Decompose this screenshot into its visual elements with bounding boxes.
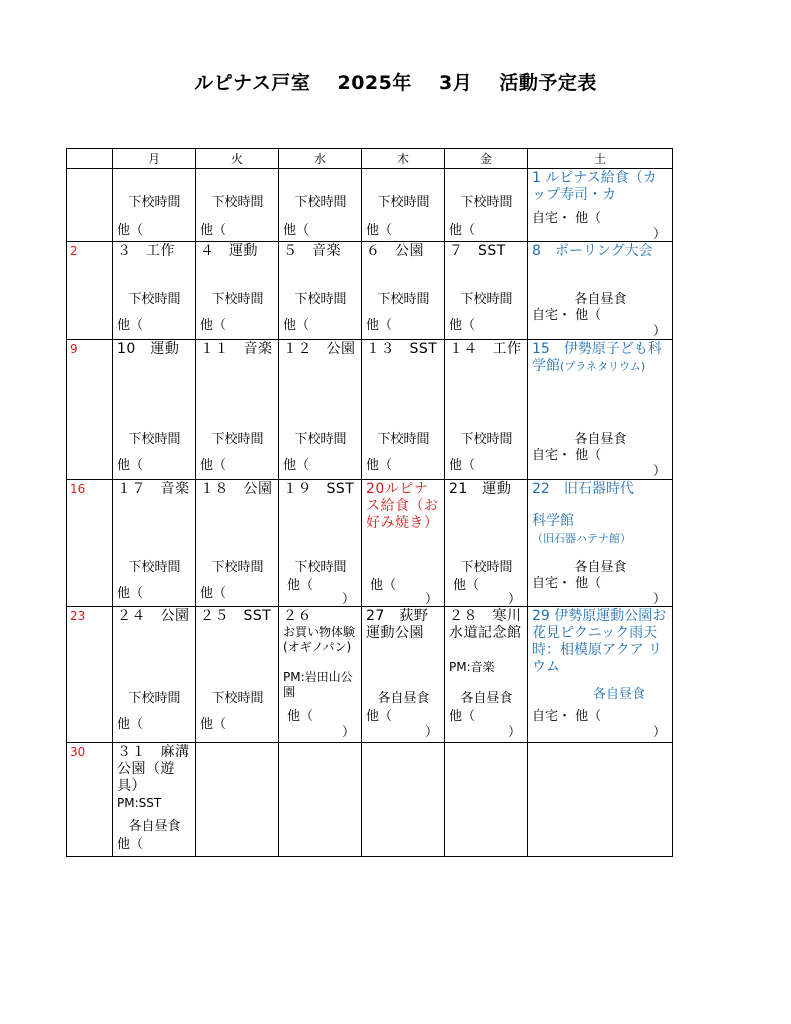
gekou-label: 下校時間 xyxy=(128,195,181,210)
event-title: ２４ 公園 xyxy=(117,608,190,624)
day-cell-sat xyxy=(528,607,673,743)
other-label: 他（ xyxy=(449,223,476,238)
week-row-4 xyxy=(67,480,673,607)
day-cell xyxy=(445,607,528,743)
gekou-label: 下校時間 xyxy=(128,560,181,575)
close-paren: ） xyxy=(424,725,438,740)
gekou-label: 下校時間 xyxy=(377,432,430,447)
day-cell xyxy=(279,242,362,340)
week-row-5 xyxy=(67,607,673,743)
jitaku-label: 自宅・ 他（ xyxy=(532,308,602,323)
event-title-text: 15 伊勢原子ども科学館 xyxy=(532,341,662,374)
event-title-text: 科学館 xyxy=(532,513,574,529)
gekou-label: 下校時間 xyxy=(460,195,513,210)
gekou-label: 下校時間 xyxy=(128,691,181,706)
day-cell xyxy=(196,242,279,340)
event-title: １２ 公園 xyxy=(283,341,356,357)
day-cell xyxy=(196,743,279,857)
event-title xyxy=(528,340,672,375)
day-cell-sun xyxy=(67,607,113,743)
event-title: ３１ 麻溝公園（遊具） xyxy=(117,744,190,794)
lunch-label: 各自昼食 xyxy=(574,560,627,575)
day-cell xyxy=(279,607,362,743)
lunch-label: 各自昼食 xyxy=(128,819,181,834)
title-year: 2025年 xyxy=(337,72,412,94)
event-title: １１ 音楽 xyxy=(200,341,273,357)
day-cell xyxy=(113,607,196,743)
lunch-label: 各自昼食 xyxy=(460,691,513,706)
event-pm: PM:SST xyxy=(117,796,162,810)
day-cell xyxy=(279,743,362,857)
close-paren: ） xyxy=(652,725,666,740)
event-title: 1 ルピナス給食（カップ寿司・カ xyxy=(532,170,657,203)
weekday-tue: 火 xyxy=(196,149,279,169)
event-title: ５ 音楽 xyxy=(283,243,341,259)
close-paren: ） xyxy=(341,592,355,607)
day-cell-sat xyxy=(528,743,673,857)
day-cell xyxy=(445,743,528,857)
close-paren: ） xyxy=(652,227,666,242)
event-title: 21 運動 xyxy=(449,481,512,497)
jitaku-label: 自宅・ 他（ xyxy=(532,709,602,724)
other-label: 他（ xyxy=(200,586,227,601)
other-label: 他（ xyxy=(117,837,144,852)
other-label: 他（ xyxy=(117,318,144,333)
weekday-header-row xyxy=(67,149,673,169)
other-label: 他（ xyxy=(366,318,393,333)
day-cell xyxy=(362,169,445,242)
day-cell xyxy=(113,480,196,607)
date-number: 2 xyxy=(70,244,78,258)
weekday-sat: 土 xyxy=(528,149,673,169)
day-cell xyxy=(445,340,528,480)
other-label: 他（ xyxy=(449,709,476,724)
close-paren: ） xyxy=(341,725,355,740)
day-cell xyxy=(362,480,445,607)
day-cell xyxy=(113,169,196,242)
event-title: ２６ xyxy=(283,608,312,624)
other-label: 他（ xyxy=(283,318,310,333)
other-label: 他（ xyxy=(366,223,393,238)
close-paren: ） xyxy=(652,592,666,607)
close-paren: ） xyxy=(424,592,438,607)
jitaku-label: 自宅・ 他（ xyxy=(532,448,602,463)
event-pm: PM:岩田山公園 xyxy=(283,670,353,699)
day-cell xyxy=(362,743,445,857)
other-label: 他（ xyxy=(287,578,314,593)
title-month: 3月 xyxy=(439,72,473,94)
schedule-table xyxy=(66,148,673,857)
event-title: ７ SST xyxy=(449,243,506,259)
day-cell xyxy=(445,242,528,340)
title-label: 活動予定表 xyxy=(499,72,597,94)
event-title: ３ 工作 xyxy=(117,243,175,259)
event-title: １８ 公園 xyxy=(200,481,273,497)
weekday-sun xyxy=(67,149,113,169)
day-cell xyxy=(196,169,279,242)
other-label: 他（ xyxy=(117,458,144,473)
other-label: 他（ xyxy=(366,458,393,473)
gekou-label: 下校時間 xyxy=(211,560,264,575)
gekou-label: 下校時間 xyxy=(211,292,264,307)
jitaku-label: 自宅・ 他（ xyxy=(532,576,602,591)
day-cell xyxy=(67,169,113,242)
event-pm: PM:音楽 xyxy=(449,660,495,674)
event-detail: お買い物体験(オギノパン) xyxy=(283,625,356,654)
event-title: ２８ 寒川水道記念館 xyxy=(449,608,522,641)
day-cell-sun xyxy=(67,242,113,340)
lunch-label: 各自昼食 xyxy=(574,432,627,447)
other-label: 他（ xyxy=(200,458,227,473)
other-label: 他（ xyxy=(449,458,476,473)
other-label: 他（ xyxy=(200,318,227,333)
gekou-label: 下校時間 xyxy=(460,432,513,447)
gekou-label: 下校時間 xyxy=(294,195,347,210)
gekou-label: 下校時間 xyxy=(211,432,264,447)
other-label: 他（ xyxy=(117,717,144,732)
lunch-label: 各自昼食 xyxy=(574,292,627,307)
event-note: （旧石器ハテナ館） xyxy=(532,532,631,545)
other-label: 他（ xyxy=(370,578,397,593)
day-cell xyxy=(362,242,445,340)
event-title: 8 ボーリング大会 xyxy=(532,243,653,259)
event-title: ６ 公園 xyxy=(366,243,424,259)
event-title-line2 xyxy=(528,512,672,547)
lunch-label: 各自昼食 xyxy=(377,691,430,706)
gekou-label: 下校時間 xyxy=(460,292,513,307)
close-paren: ） xyxy=(507,592,521,607)
other-label: 他（ xyxy=(283,458,310,473)
jitaku-label: 自宅・ 他（ xyxy=(532,211,602,226)
day-cell xyxy=(445,480,528,607)
date-number: 16 xyxy=(70,482,86,496)
event-title: １４ 工作 xyxy=(449,341,522,357)
day-cell xyxy=(362,340,445,480)
other-label: 他（ xyxy=(287,709,314,724)
date-number: 23 xyxy=(70,609,86,623)
event-title: 20ルピナス給食（お好み焼き） xyxy=(366,481,439,531)
lunch-label: 各自昼食 xyxy=(592,687,645,702)
event-note: (プラネタリウム) xyxy=(560,360,646,373)
close-paren: ） xyxy=(652,464,666,479)
event-title: 27 荻野運動公園 xyxy=(366,608,429,641)
event-title: ４ 運動 xyxy=(200,243,258,259)
gekou-label: 下校時間 xyxy=(294,432,347,447)
event-title: １３ SST xyxy=(366,341,438,357)
page-title xyxy=(0,68,791,95)
gekou-label: 下校時間 xyxy=(128,292,181,307)
gekou-label: 下校時間 xyxy=(294,560,347,575)
event-title: 10 運動 xyxy=(117,341,180,357)
title-name: ルピナス戸室 xyxy=(194,72,311,94)
week-row-6 xyxy=(67,743,673,857)
event-title: １９ SST xyxy=(283,481,355,497)
day-cell-sat xyxy=(528,480,673,607)
other-label: 他（ xyxy=(200,223,227,238)
day-cell xyxy=(113,743,196,857)
close-paren: ） xyxy=(652,324,666,339)
day-cell xyxy=(362,607,445,743)
date-number: 30 xyxy=(70,745,86,759)
other-label: 他（ xyxy=(200,717,227,732)
day-cell-sat xyxy=(528,169,673,242)
weekday-thu: 木 xyxy=(362,149,445,169)
other-label: 他（ xyxy=(117,586,144,601)
gekou-label: 下校時間 xyxy=(377,292,430,307)
day-cell xyxy=(196,340,279,480)
day-cell xyxy=(196,607,279,743)
week-row-2 xyxy=(67,242,673,340)
week-row-1 xyxy=(67,169,673,242)
close-paren: ） xyxy=(507,725,521,740)
gekou-label: 下校時間 xyxy=(211,195,264,210)
day-cell xyxy=(279,340,362,480)
day-cell-sat xyxy=(528,340,673,480)
other-label: 他（ xyxy=(366,709,393,724)
gekou-label: 下校時間 xyxy=(460,560,513,575)
weekday-wed: 水 xyxy=(279,149,362,169)
event-title: 29 伊勢原運動公園お花見ピクニック雨天時：相模原アクア リウム xyxy=(532,608,667,675)
weekday-fri: 金 xyxy=(445,149,528,169)
gekou-label: 下校時間 xyxy=(294,292,347,307)
day-cell xyxy=(445,169,528,242)
event-title: １７ 音楽 xyxy=(117,481,190,497)
other-label: 他（ xyxy=(117,223,144,238)
other-label: 他（ xyxy=(453,578,480,593)
gekou-label: 下校時間 xyxy=(377,195,430,210)
weekday-mon: 月 xyxy=(113,149,196,169)
other-label: 他（ xyxy=(449,318,476,333)
week-row-3 xyxy=(67,340,673,480)
date-number: 9 xyxy=(70,342,78,356)
day-cell-sun xyxy=(67,743,113,857)
other-label: 他（ xyxy=(283,223,310,238)
day-cell-sun xyxy=(67,340,113,480)
event-title: 22 旧石器時代 xyxy=(532,481,634,497)
gekou-label: 下校時間 xyxy=(211,691,264,706)
gekou-label: 下校時間 xyxy=(128,432,181,447)
day-cell-sun xyxy=(67,480,113,607)
day-cell xyxy=(279,480,362,607)
day-cell xyxy=(113,340,196,480)
day-cell xyxy=(279,169,362,242)
day-cell xyxy=(113,242,196,340)
event-title: ２５ SST xyxy=(200,608,272,624)
day-cell-sat xyxy=(528,242,673,340)
day-cell xyxy=(196,480,279,607)
